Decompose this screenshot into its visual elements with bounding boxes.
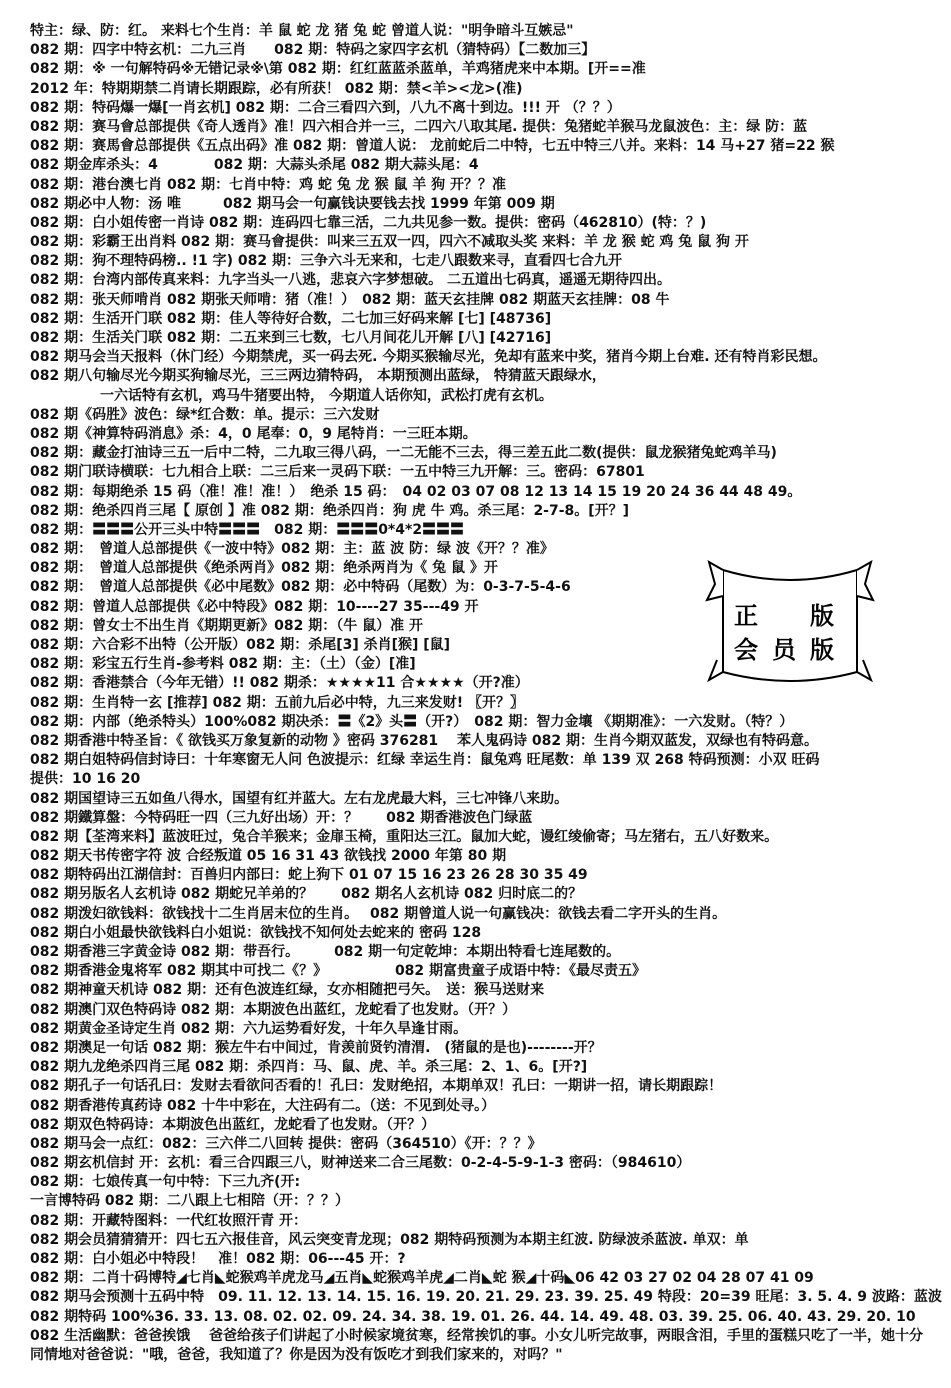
text-line: 082 期马会一点红：082：三六伴二八回转 提供：密码（364510）《开：？？》 [30, 1135, 542, 1152]
text-line: 082 期：藏金打油诗三五一后中二特，二九取三得八码，一二无能不三去，得三差五此二数(提供：鼠龙猴猪兔蛇鸡羊马) [30, 445, 777, 462]
text-line: 082 期孔子一句话孔曰：发财去看欲问否看的！孔曰：发财绝招，本期单双！孔曰：一期讲一招，请长期跟踪！ [30, 1078, 723, 1095]
text-line: 082 期：生活关门联 082 期：二五来到三七数，七八月间花儿开解 [八] [42716] [30, 330, 552, 346]
text-line: 082 期香港中特圣旨：《 欲钱买万象复新的动物 》密码 376281 苯人鬼码诗 082 期：生肖今期双蓝发，双绿也有特码意。 [30, 732, 819, 749]
text-line: 082 期香港三字黄金诗 082 期：带吾行。 082 期一句定乾坤：本期出特看七连尾数的。 [30, 944, 621, 960]
text-line: 082 期：开藏特图料：一代红妆照汗青 开： [30, 1212, 307, 1229]
text-line: 082 期《码胜》波色：绿*红合数：单。提示：三六发财 [30, 406, 380, 423]
text-line: 082 期：台湾内部传真来料：九字当头一八逃，悲哀六字梦想破。 二五道出七码真，遥遥无期待四出。 [30, 272, 671, 289]
text-line: 082 期：狗不理特码榜.. !1 字) 082 期：三争六斗无来和，七走八跟数来寻，直看四七合九开 [30, 253, 622, 270]
text-line: 082 期：赛马會总部提供《奇人透肖》准！四六相合并一三，二四六八取其尾. 提供：兔猪蛇羊猴马龙鼠波色：主：绿 防：蓝 [30, 118, 808, 135]
text-line: 082 期澳门双色特码诗 082 期：本期波色出蓝红，龙蛇看了也发财。（开？） [30, 1001, 517, 1018]
text-line: 082 期【荃湾来料】蓝波旺过，兔合羊猴来；金扉玉椅，重阳达三江。鼠加大蛇，谩红绫偷寄；马左猪右，五八好数来。 [30, 828, 779, 845]
text-line: 082 期香港金鬼将军 082 期其中可找二《？》 082 期富贵童子成语中特：《最尽责五》 [30, 963, 647, 980]
text-line: 082 期：二肖十码博特◢七肖◣蛇猴鸡羊虎龙马◢五肖◣蛇猴鸡羊虎◢二肖◣蛇 猴◢十码◣06 42 03 27 02 04 28 07 41 09 [30, 1270, 814, 1287]
text-line: 082 期黄金圣诗定生肖 082 期：六九运势看好发，十年久旱逢甘雨。 [30, 1020, 468, 1037]
stamp-line-1: 正 版 [734, 601, 848, 630]
text-line: 082 期天书传密字符 波 合经叛道 05 16 31 43 欲钱找 2000 年第 80 期 [30, 848, 507, 865]
text-line: 082 期玄机信封 开：玄机：看三合四跟三八，财神送来二合三尾数：0-2-4-5-9-1-3 密码：（984610） [30, 1155, 691, 1172]
text-line: 082 期：彩霸王出肖料 082 期：赛马會提供：叫来三五双一四，四六不减取头奖 来料：羊 龙 猴 蛇 鸡 兔 鼠 狗 开 [30, 234, 749, 251]
text-line: 082 期双色特码诗：本期波色出蓝红，龙蛇看了也发财。（开？） [30, 1116, 436, 1133]
text-line: 082 期白姐特码信封诗曰：十年寒窗无人问 色波提示：红绿 幸运生肖：鼠兔鸡 旺尾数：单 139 双 268 特码预测：小双 旺码 [30, 752, 820, 769]
text-line: 082 期：白小姐传密一肖诗 082 期：连码四七靠三活，二九共见参一数。提供：密码（462810）(特：？) [30, 214, 707, 231]
text-line: 一言博特码 082 期：二八跟上七相陪（开：？？） [30, 1193, 349, 1210]
text-line: 082 期马会当天报料（休门经）今期禁虎，买一码去死. 今期买猴输尽光，免却有蓝来中奖，猪肖今期上台难. 还有特肖彩民想。 [30, 349, 827, 366]
text-line: 082 期门联诗横联：七九相合上联：二三后来一灵码下联：一五中特三九开解：三。密码：67801 [30, 464, 645, 481]
text-line: 082 期《神算特码消息》杀：4，0 尾奉：0，9 尾特肖：一三旺本期。 [30, 425, 477, 442]
text-line: 082 期鐵算盤：今特码旺一四（三九好出场）开：？ 082 期香港波色门绿蓝 [30, 809, 533, 826]
text-line: 082 期国望诗三五如鱼八得水，国望有红并蓝大。左右龙虎最大料，三七冲锋八来助。 [30, 790, 569, 807]
text-line: 082 期：生肖特一玄 [推荐] 082 期：五前九后必中特，九三来发财! 〖开？〗 [30, 694, 524, 711]
text-line: 082 期八句输尽光今期买狗输尽光，三三两边猜特码， 本期预测出蓝绿， 特猜蓝天跟绿水， [30, 368, 606, 385]
text-line: 082 期特码出江湖信封：百兽归内部曰：蛇上狗下 01 07 15 16 23 26 28 30 35 49 [30, 867, 588, 884]
text-line: 082 期九龙绝杀四肖三尾 082 期：杀四肖：马、鼠、虎、羊。杀三尾：2、1、6。[开?] [30, 1059, 588, 1076]
text-line: 082 期白小姐最快欲钱料白小姐说：欲钱找不知何处去蛇来的 密码 128 [30, 924, 482, 941]
text-line: 082 期：张天师啃肖 082 期张天师啃：猪（准！） 082 期：蓝天玄挂牌 082 期蓝天玄挂牌：08 牛 [30, 291, 670, 308]
text-line: 082 期： 曾道人总部提供《一波中特》082 期：主：蓝 波 防：绿 波《开？？准》 [30, 541, 554, 558]
text-line: 082 期： 曾道人总部提供《必中尾数》082 期：必中特码（尾数）为：0-3-7-5-4-6 [30, 579, 571, 596]
text-line: 082 期泼妇欲钱料：欲钱找十二生肖居末位的生肖。 082 期曾道人说一句赢钱决：欲钱去看二字开头的生肖。 [30, 905, 727, 922]
text-line: 082 期必中人物：汤 唯 082 期马会一句赢钱诀要钱去找 1999 年第 009 期 [30, 195, 555, 212]
text-line: 082 期特码 100%36. 33. 13. 08. 02. 02. 09. 24. 34. 38. 19. 01. 26. 44. 14. 49. 48. 03. 39. 25. 06. 40. 43. 29. 20. 10 [30, 1308, 916, 1325]
text-line: 082 期：曾女士不出生肖《期期更新》082 期：（牛 鼠）准 开 [30, 617, 423, 634]
text-line: 082 期：绝杀四肖三尾【 原创 】准 082 期：绝杀四肖：狗 虎 牛 鸡。杀三尾：2-7-8。[开？] [30, 502, 630, 519]
text-line: 082 期：彩宝五行生肖-参考料 082 期：主：（土）（金）[准] [30, 656, 416, 673]
text-line: 提供：10 16 20 [30, 771, 141, 788]
text-line: 082 期：赛馬會总部提供《五点出码》准 082 期：曾道人说： 龙前蛇后二中特，七五中特三八并。来料：14 马+27 猪=22 猴 [30, 138, 835, 155]
text-line: 082 期：港台澳七肖 082 期：七肖中特：鸡 蛇 兔 龙 猴 鼠 羊 狗 开？？准 [30, 176, 507, 193]
text-line: 082 期：四字中特玄机：二九三肖 082 期：特码之家四字玄机（猜特码）【二数加三】 [30, 42, 596, 59]
text-line: 082 期：曾道人总部提供《必中特段》082 期：10----27 35---49 开 [30, 598, 479, 615]
stamp-line-2: 会员版 [734, 635, 848, 664]
text-line: 082 期：每期绝杀 15 码（准！准！准！） 绝杀 15 码： 04 02 03 07 08 12 13 14 15 19 20 24 36 44 48 49。 [30, 483, 802, 500]
text-line: 082 期香港传真药诗 082 十牛中彩在，大注码有二。（送：不见到处寻。） [30, 1097, 496, 1114]
text-line: 082 期：七娘传真一句中特：下三九齐(开: [30, 1174, 301, 1191]
text-line: 082 期马会预测十五码中特 09. 11. 12. 13. 14. 15. 16. 19. 20. 21. 29. 23. 39. 25. 49 特段：20=39 旺尾：3. 5. 4. 9 波路：蓝波 [30, 1289, 942, 1306]
text-line: 082 期：〓〓〓公开三头中特〓〓〓 082 期：〓〓〓0*4*2〓〓〓 [30, 521, 465, 538]
text-line: 082 期会员猜猜猜开：四七五六报佳音，风云突变青龙现；082 期特码预测为本期主红波. 防绿波杀蓝波. 单双：单 [30, 1231, 749, 1248]
text-paragraph: 082 生活幽默：爸爸挨饿 爸爸给孩子们讲起了小时候家境贫寒，经常挨饥的事。小女儿听完故事，两眼含泪，手里的蛋糕只吃了一半，她十分同情地对爸爸说："哦，爸爸，我知道了？你是因为没有饭吃才到我们家来的，对吗？" [30, 1327, 923, 1363]
text-line: 一六话特有玄机，鸡马牛猪要出特， 今期道人话你知，武松打虎有玄机。 [30, 387, 553, 404]
text-line: 082 期澳足一句话 082 期：猴左牛右中间过，肯羡前贤钓清渭. (猪鼠的是也)--------开？ [30, 1039, 602, 1056]
text-line: 082 期另版名人玄机诗 082 期蛇兄羊弟的？ 082 期名人玄机诗 082 归时底二的？ [30, 886, 583, 903]
text-line: 082 期：※ 一句解特码※无错记录※\第 082 期：红红蓝蓝杀蓝单，羊鸡猪虎来中本期。[开==准 [30, 61, 646, 78]
text-line: 082 期：白小姐必中特段！ 准！082 期：06---45 开：? [30, 1251, 406, 1267]
text-line: 082 期：特码爆一爆[一肖玄机] 082 期：二合三看四六到，八九不离十到边。!!! 开 （？？） [30, 99, 621, 116]
stamp-badge [705, 560, 875, 690]
text-line: 082 期：内部（绝杀特头）100%082 期决杀：〓《2》头〓（开?） 082 期：智力金壤 《期期准》：一六发财。（特？） [30, 713, 794, 730]
text-line: 082 期神童天机诗 082 期：还有色波连红绿，女亦相随把弓矢。 送：猴马送财来 [30, 982, 545, 999]
text-line: 特主：绿、防：红。 来料七个生肖：羊 鼠 蛇 龙 猪 兔 蛇 曾道人说："明争暗斗互嫉忌" [30, 23, 574, 39]
text-line: 082 期：生活开门联 082 期：佳人等待好合数，二七加三好码来解 [七] [48736] [30, 310, 552, 327]
text-line: 082 期： 曾道人总部提供《绝杀两肖》082 期：绝杀两肖为《 兔 鼠 》开 [30, 560, 498, 577]
text-line: 082 期：香港禁合（今年无错）!! 082 期杀：★★★★11 合★★★★（开?准） [30, 675, 529, 692]
text-line: 082 期：六合彩不出特（公开版）082 期：杀尾[3] 杀肖[猴] [鼠] [30, 637, 451, 653]
text-line: 2012 年：特期期禁二肖请长期跟踪，必有所获！ 082 期：禁<羊><龙>(准) [30, 80, 523, 97]
text-line: 082 期金库杀头：4 082 期：大蒜头杀尾 082 期大蒜头尾：4 [30, 157, 479, 174]
